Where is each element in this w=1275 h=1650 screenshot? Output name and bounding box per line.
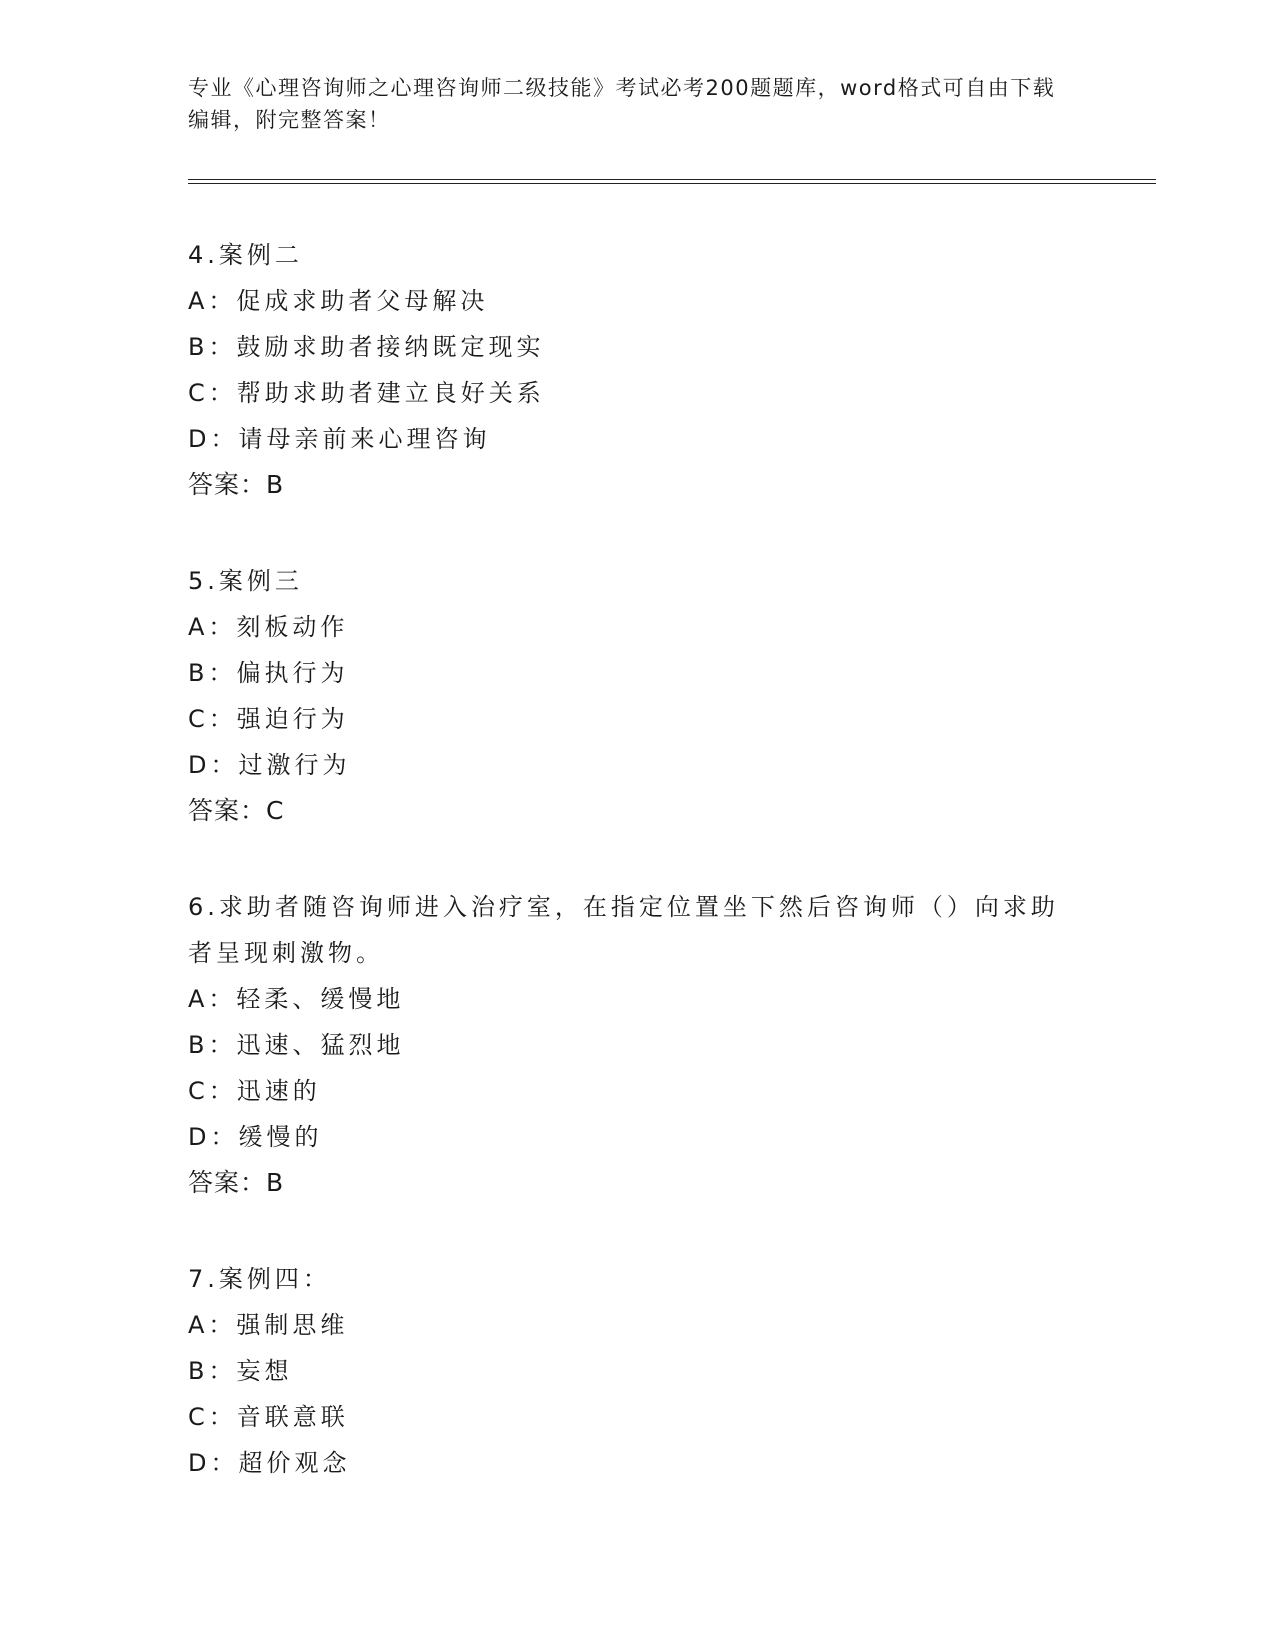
option-c [188,1394,1088,1440]
option-label: B： [188,1031,237,1059]
header-rule-top [188,179,1156,180]
option-d [188,416,1088,462]
option-a [188,604,1088,650]
option-text: 妄想 [236,1357,293,1385]
document-header: 专业《心理咨询师之心理咨询师二级技能》考试必考200题题库，word格式可自由下载编辑，附完整答案！ [188,76,1056,132]
option-text: 过激行为 [238,751,351,779]
option-text: 音联意联 [236,1403,349,1431]
question-4 [188,232,1088,508]
option-text: 刻板动作 [236,613,349,641]
option-label: A： [188,1311,237,1339]
option-text: 缓慢的 [238,1123,323,1151]
option-b [188,1348,1088,1394]
question-stem: 4.案例二 [188,241,303,269]
answer-line: 答案：C [188,796,285,825]
option-text: 迅速的 [236,1077,321,1105]
option-label: B： [188,659,237,687]
option-label: C： [188,1077,237,1105]
option-text: 超价观念 [238,1449,351,1477]
question-stem: 5.案例三 [188,567,303,595]
option-text: 迅速、猛烈地 [236,1031,405,1059]
option-b [188,324,1088,370]
option-d [188,1114,1088,1160]
question-7 [188,1256,1088,1486]
option-label: A： [188,985,237,1013]
option-c [188,696,1088,742]
option-label: D： [188,425,239,453]
option-label: D： [188,1449,239,1477]
option-d [188,1440,1088,1486]
answer-line: 答案：B [188,470,285,499]
option-text: 强迫行为 [236,705,349,733]
option-b [188,650,1088,696]
question-6 [188,884,1088,1206]
option-text: 轻柔、缓慢地 [236,985,405,1013]
question-stem: 7.案例四： [188,1265,331,1293]
option-text: 帮助求助者建立良好关系 [236,379,545,407]
option-a [188,1302,1088,1348]
option-c [188,370,1088,416]
option-text: 请母亲前来心理咨询 [238,425,491,453]
option-text: 鼓励求助者接纳既定现实 [236,333,545,361]
option-label: B： [188,333,237,361]
option-label: A： [188,613,237,641]
header-rule-bottom [188,183,1156,184]
option-a [188,976,1088,1022]
question-list [188,232,1088,1536]
question-stem: 6.求助者随咨询师进入治疗室，在指定位置坐下然后咨询师（）向求助者呈现刺激物。 [188,893,1059,967]
option-label: B： [188,1357,237,1385]
option-label: C： [188,705,237,733]
option-d [188,742,1088,788]
option-a [188,278,1088,324]
option-label: C： [188,379,237,407]
question-5 [188,558,1088,834]
option-label: D： [188,1123,239,1151]
option-label: C： [188,1403,237,1431]
option-text: 强制思维 [236,1311,349,1339]
option-label: D： [188,751,239,779]
option-text: 促成求助者父母解决 [236,287,489,315]
option-text: 偏执行为 [236,659,349,687]
option-label: A： [188,287,237,315]
option-c [188,1068,1088,1114]
answer-line: 答案：B [188,1168,285,1197]
option-b [188,1022,1088,1068]
